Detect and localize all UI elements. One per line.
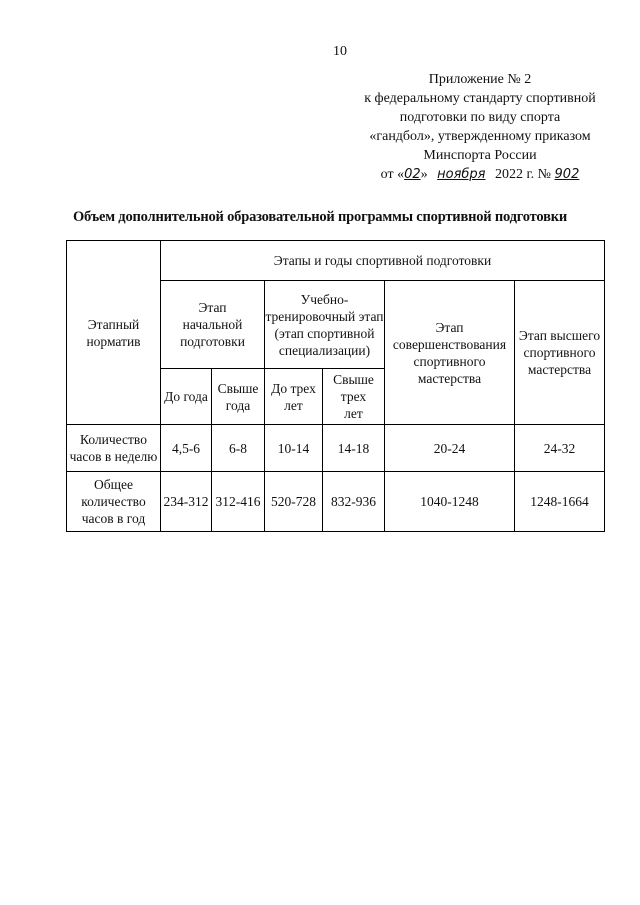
document-title: Объем дополнительной образовательной программы спортивной подготовки (72, 209, 568, 225)
subheader-initial-2: Свыше года (212, 369, 265, 425)
table-cell: 6-8 (212, 425, 265, 472)
table-row (67, 472, 605, 532)
table-cell: 20-24 (385, 425, 515, 472)
date-prefix: от « (380, 167, 405, 182)
group-header: Этапы и годы спортивной подготовки (161, 241, 605, 281)
table-cell: 1040-1248 (385, 472, 515, 532)
handwritten-month: ноября (437, 167, 486, 182)
appendix-line: подготовки по виду спорта (399, 110, 561, 125)
table-cell: 4,5-6 (161, 425, 212, 472)
row-label: Общее количество часов в год (67, 472, 161, 532)
stage-training-header: Учебно-тренировочный этап (этап спортивной специализации) (265, 281, 385, 369)
table-cell: 520-728 (265, 472, 323, 532)
handwritten-day: 02 (404, 167, 421, 182)
handwritten-order-number: 902 (554, 167, 580, 182)
appendix-line: «гандбол», утвержденному приказом (369, 129, 591, 144)
table-cell: 10-14 (265, 425, 323, 472)
appendix-line: Приложение № 2 (428, 72, 532, 87)
table-cell: 1248-1664 (515, 472, 605, 532)
program-volume-table (66, 240, 605, 532)
corner-header: Этапный норматив (67, 241, 161, 425)
appendix-line: Минспорта России (423, 148, 537, 163)
table-row (67, 425, 605, 472)
row-label: Количество часов в неделю (67, 425, 161, 472)
page-number: 10 (333, 44, 347, 59)
subheader-training-1: До трех лет (265, 369, 323, 425)
order-year: 2022 г. № (495, 167, 552, 182)
order-date-line (340, 165, 620, 184)
appendix-line: к федеральному стандарту спортивной (364, 91, 596, 106)
subheader-initial-1: До года (161, 369, 212, 425)
table-cell: 24-32 (515, 425, 605, 472)
stage-improvement-header: Этап совершенствования спортивного мастерства (385, 281, 515, 425)
appendix-header (340, 70, 620, 184)
table-cell: 234-312 (161, 472, 212, 532)
stage-initial-header: Этап начальной подготовки (161, 281, 265, 369)
table-cell: 312-416 (212, 472, 265, 532)
date-day-close: » (420, 167, 428, 182)
table-cell: 14-18 (323, 425, 385, 472)
stage-highest-header: Этап высшего спортивного мастерства (515, 281, 605, 425)
table-cell: 832-936 (323, 472, 385, 532)
subheader-training-2: Свыше трех лет (323, 369, 385, 425)
